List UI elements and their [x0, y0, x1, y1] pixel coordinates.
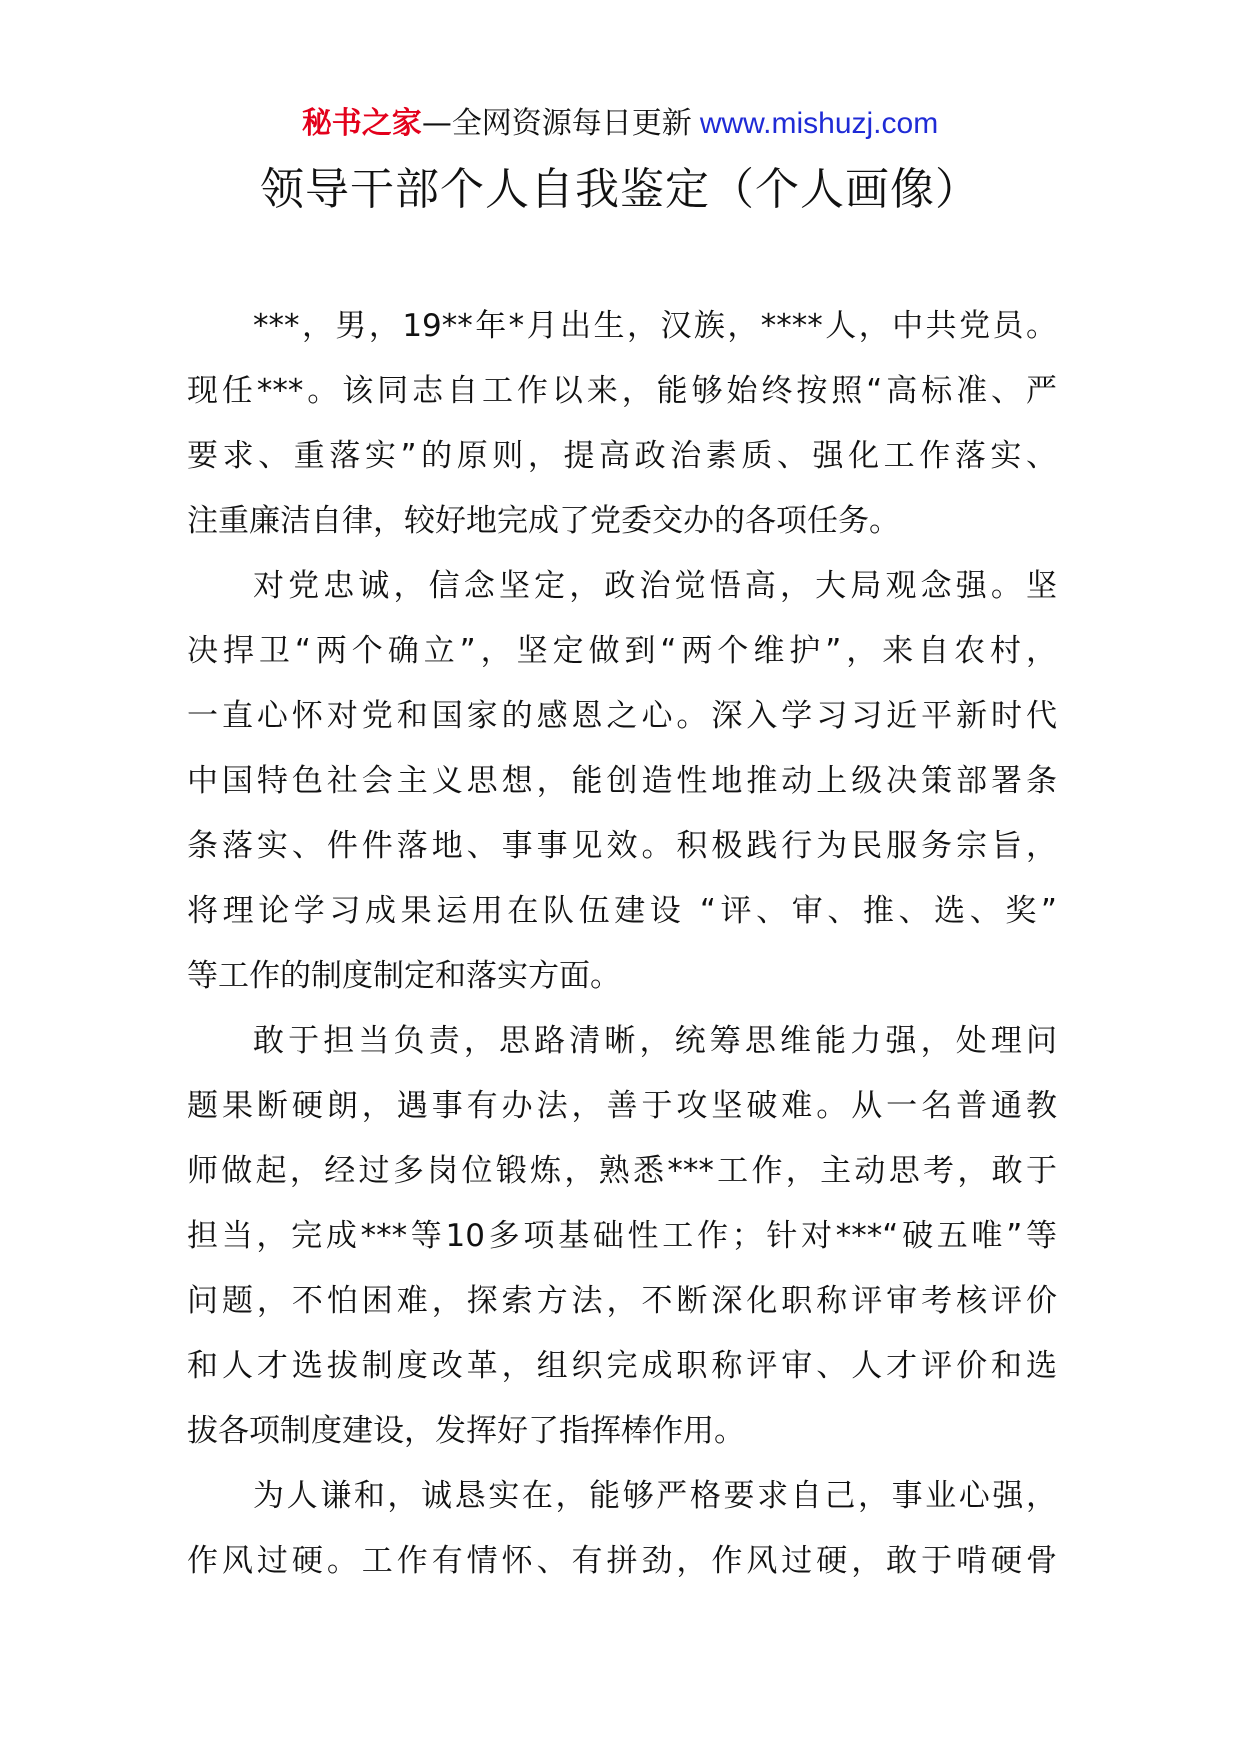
paragraph-1-line-2: 现任***。该同志自工作以来，能够始终按照“高标准、严 [187, 373, 1057, 409]
paragraph-1-line-1: ***，男，19**年*月出生，汉族，****人，中共党员。 [253, 308, 1057, 344]
document-body [187, 294, 1057, 1594]
site-header [0, 104, 1240, 144]
paragraph-4-line-2: 作风过硬。工作有情怀、有拼劲，作风过硬，敢于啃硬骨 [187, 1543, 1057, 1579]
paragraph-1-line-4: 注重廉洁自律，较好地完成了党委交办的各项任务。 [187, 503, 900, 539]
paragraph-3-line-5: 问题，不怕困难，探索方法，不断深化职称评审考核评价 [187, 1283, 1057, 1319]
paragraph-4-line-1: 为人谦和，诚恳实在，能够严格要求自己，事业心强， [253, 1478, 1057, 1514]
paragraph-1-line-3: 要求、重落实”的原则，提高政治素质、强化工作落实、 [187, 438, 1057, 474]
paragraph-2-line-1: 对党忠诚，信念坚定，政治觉悟高，大局观念强。坚 [253, 568, 1057, 604]
paragraph-2-line-3: 一直心怀对党和国家的感恩之心。深入学习习近平新时代 [187, 698, 1057, 734]
paragraph-3-line-1: 敢于担当负责，思路清晰，统筹思维能力强，处理问 [253, 1023, 1057, 1059]
paragraph-3-line-2: 题果断硬朗，遇事有办法，善于攻坚破难。从一名普通教 [187, 1088, 1057, 1124]
paragraph-3-line-3: 师做起，经过多岗位锻炼，熟悉***工作，主动思考，敢于 [187, 1153, 1057, 1189]
paragraph-3-line-4: 担当，完成***等10多项基础性工作；针对***“破五唯”等 [187, 1218, 1057, 1254]
paragraph-3-line-6: 和人才选拔制度改革，组织完成职称评审、人才评价和选 [187, 1348, 1057, 1384]
paragraph-3-line-7: 拔各项制度建设，发挥好了指挥棒作用。 [187, 1413, 745, 1449]
paragraph-2-line-2: 决捍卫“两个确立”，坚定做到“两个维护”，来自农村， [187, 633, 1057, 669]
site-url-link[interactable]: www.mishuzj.com [699, 107, 939, 140]
brand-name: 秘书之家 [301, 106, 422, 141]
paragraph-2-line-7: 等工作的制度制定和落实方面。 [187, 958, 621, 994]
paragraph-2-line-4: 中国特色社会主义思想，能创造性地推动上级决策部署条 [187, 763, 1057, 799]
document-title: 领导干部个人自我鉴定（个人画像） [260, 164, 980, 215]
header-slogan: —全网资源每日更新 [421, 106, 692, 141]
paragraph-2-line-5: 条落实、件件落地、事事见效。积极践行为民服务宗旨， [187, 828, 1057, 864]
paragraph-2-line-6: 将理论学习成果运用在队伍建设 “评、审、推、选、奖” [187, 893, 1057, 929]
